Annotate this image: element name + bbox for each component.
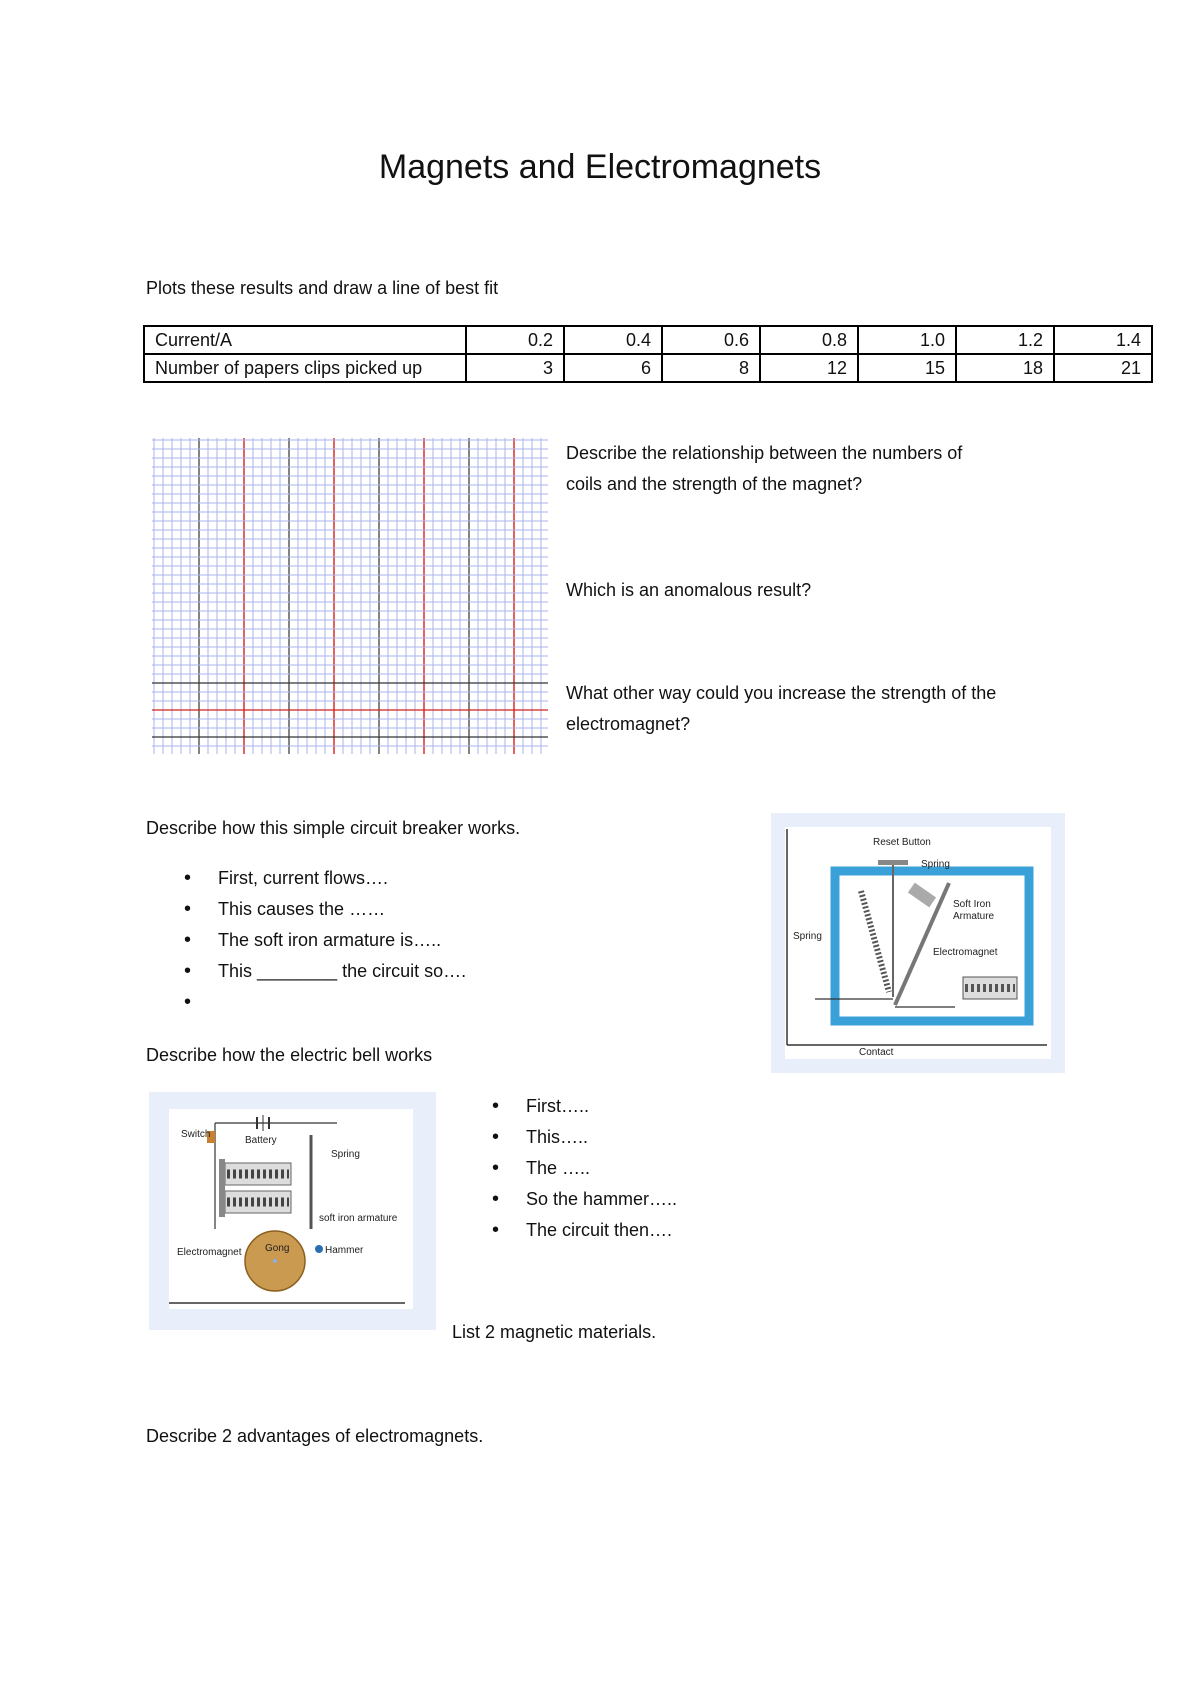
label-electromagnet: Electromagnet (933, 947, 998, 958)
table-cell: 21 (1054, 354, 1152, 382)
table-cell: 0.2 (466, 326, 564, 354)
electric-bell-figure (149, 1092, 436, 1330)
label-switch: Switch (181, 1129, 211, 1140)
table-cell: 3 (466, 354, 564, 382)
list-item: • First, current flows…. (184, 864, 466, 895)
table-cell: Current/A (144, 326, 466, 354)
question-advantages: Describe 2 advantages of electromagnets. (146, 1426, 484, 1446)
circuit-breaker-list (184, 864, 466, 1019)
page-title: Magnets and Electromagnets (378, 148, 822, 186)
label-soft-iron: Soft Iron (953, 899, 991, 910)
electric-bell-heading: Describe how the electric bell works (146, 1045, 433, 1065)
label-armature: Armature (953, 911, 995, 922)
table-cell: 12 (760, 354, 858, 382)
label-reset-button: Reset Button (873, 837, 931, 848)
table-cell: 8 (662, 354, 760, 382)
label-soft-iron-armature: soft iron armature (319, 1213, 398, 1224)
question-anomalous: Which is an anomalous result? (566, 580, 812, 600)
graph-paper[interactable] (152, 438, 548, 754)
label-spring: Spring (331, 1149, 360, 1160)
results-table (143, 325, 1153, 383)
table-row (144, 354, 1152, 382)
list-item: • So the hammer….. (492, 1185, 677, 1216)
label-spring-left: Spring (793, 931, 822, 942)
instructions: Plots these results and draw a line of best fit (146, 278, 499, 298)
circuit-breaker-figure (771, 813, 1065, 1073)
question-magnetic-materials: List 2 magnetic materials. (452, 1322, 657, 1342)
table-cell: 6 (564, 354, 662, 382)
list-item: • First….. (492, 1092, 677, 1123)
electric-bell-diagram (169, 1109, 413, 1309)
table-cell: 0.8 (760, 326, 858, 354)
table-cell: 0.4 (564, 326, 662, 354)
electric-bell-list (492, 1092, 677, 1247)
label-gong: Gong (265, 1243, 290, 1254)
circuit-breaker-heading: Describe how this simple circuit breaker works. (146, 818, 521, 838)
label-spring-top: Spring (921, 859, 950, 870)
label-contact: Contact (859, 1047, 894, 1058)
table-cell: 1.0 (858, 326, 956, 354)
question-relationship-line1: Describe the relationship between the numbers of (566, 443, 963, 463)
list-item: • The soft iron armature is….. (184, 926, 466, 957)
question-increase-strength-line1: What other way could you increase the strength of the (566, 683, 997, 703)
list-item: • This….. (492, 1123, 677, 1154)
list-item: • This causes the …… (184, 895, 466, 926)
list-item (184, 988, 466, 1019)
circuit-breaker-diagram (785, 827, 1051, 1059)
list-item: • The ….. (492, 1154, 677, 1185)
table-cell: 1.2 (956, 326, 1054, 354)
list-item: • The circuit then…. (492, 1216, 677, 1247)
list-item: • This ________ the circuit so…. (184, 957, 466, 988)
table-row (144, 326, 1152, 354)
label-electromagnet: Electromagnet (177, 1247, 242, 1258)
table-cell: Number of papers clips picked up (144, 354, 466, 382)
table-cell: 18 (956, 354, 1054, 382)
table-cell: 0.6 (662, 326, 760, 354)
table-cell: 15 (858, 354, 956, 382)
label-hammer: Hammer (325, 1245, 364, 1256)
label-battery: Battery (245, 1135, 277, 1146)
question-relationship-line2: coils and the strength of the magnet? (566, 474, 863, 494)
table-cell: 1.4 (1054, 326, 1152, 354)
question-increase-strength-line2: electromagnet? (566, 714, 691, 734)
